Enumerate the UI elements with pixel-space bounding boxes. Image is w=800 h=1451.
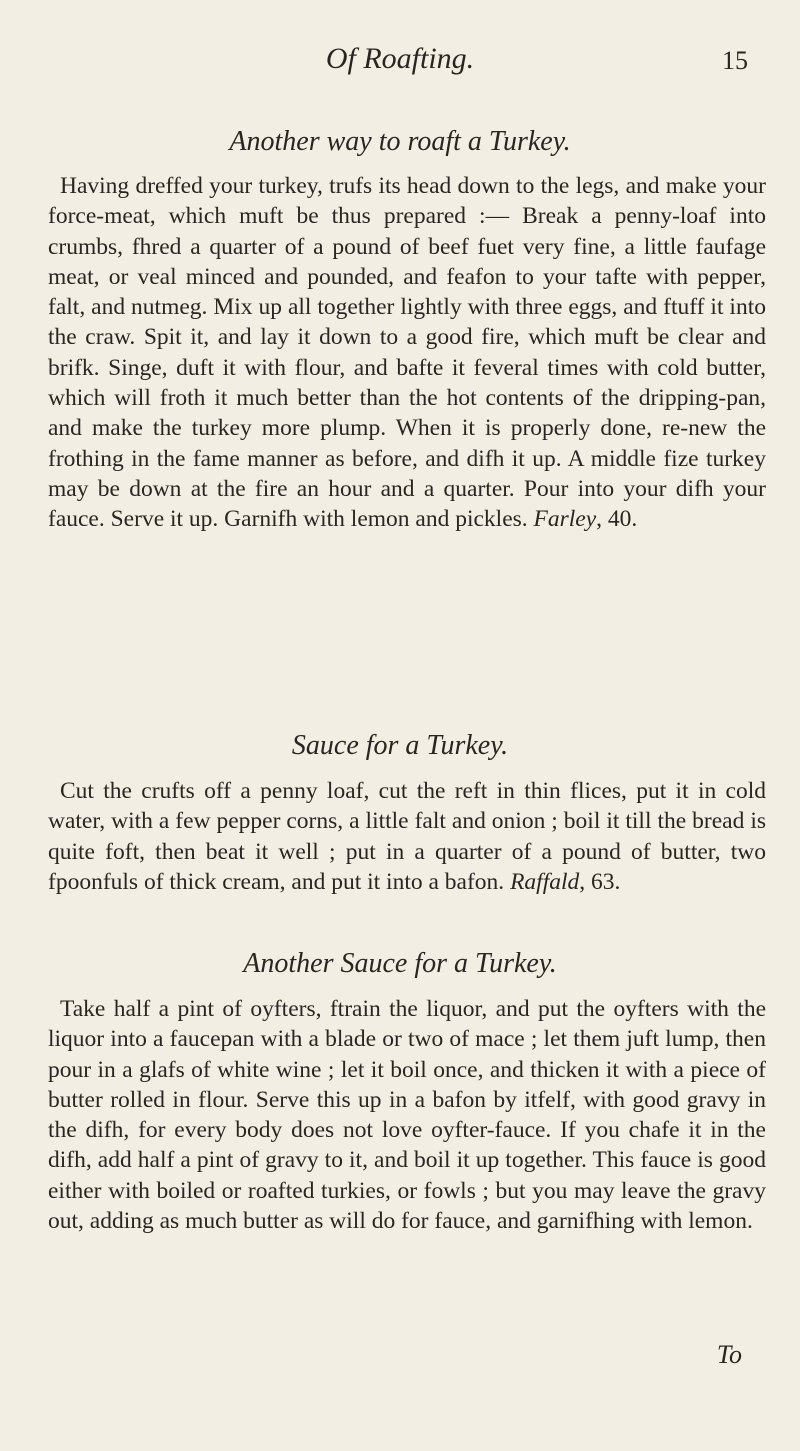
section-heading-roast-turkey: Another way to roaft a Turkey. [229,126,571,157]
running-title: Of Roafting. [325,42,475,75]
section-heading-turkey-sauce: Sauce for a Turkey. [291,730,509,761]
citation-page: , 63. [579,868,621,895]
recipe-roast-turkey [48,171,766,535]
section-heading-another-turkey-sauce: Another Sauce for a Turkey. [243,948,557,979]
citation-page: , 40. [596,506,638,533]
page-number: 15 [722,46,748,75]
recipe-text: Having dreffed your turkey, trufs its head down to the legs, and make your force-meat, which muft be thus prepared :— Break a penny-loaf into crumbs, fhred a quarter of a pound of beef fuet very fine, a little faufage meat, or veal minced and pounded, and feafon to your tafte with pepper, falt, and nutmeg. Mix up all together lightly with three eggs, and ftuff it into the craw. Spit it, and lay it down to a good fire, which muft be clear and brifk. Singe, duft it with flour, and bafte it feveral times with cold butter, which will froth it much better than the hot contents of the dripping-pan, and make the turkey more plump. When it is properly done, re-new the frothing in the fame manner as before, and difh it up. A middle fize turkey may be down at the fire an hour and a quarter. Pour into your difh your fauce. Serve it up. Garnifh with lemon and pickles. [48,173,766,533]
running-head [0,42,800,82]
recipe-text: Take half a pint of oyfters, ftrain the liquor, and put the oyfters with the liquor into a faucepan with a blade or two of mace ; let them juft lump, then pour in a glafs of white wine ; let it boil once, and thicken it with a piece of butter rolled in flour. Serve this up in a bafon by itfelf, with good gravy in the difh, for every body does not love oyfter-fauce. If you chafe it in the difh, add half a pint of gravy to it, and boil it up together. This fauce is good either with boiled or roafted turkies, or fowls ; but you may leave the gravy out, adding as much butter as will do for fauce, and garnifhing with lemon. [48,996,766,1235]
citation-author: Farley [533,506,597,533]
catchword: To [716,1340,742,1369]
recipe-text: Cut the crufts off a penny loaf, cut the reft in thin flices, put it in cold water, with a few pepper corns, a little falt and onion ; boil it till the bread is quite foft, then beat it well ; put in a quarter of a pound of butter, two fpoonfuls of thick cream, and put it into a bafon. [48,778,766,895]
recipe-oyster-sauce [48,994,766,1236]
citation-author: Raffald [510,868,580,895]
recipe-turkey-sauce [48,776,766,897]
